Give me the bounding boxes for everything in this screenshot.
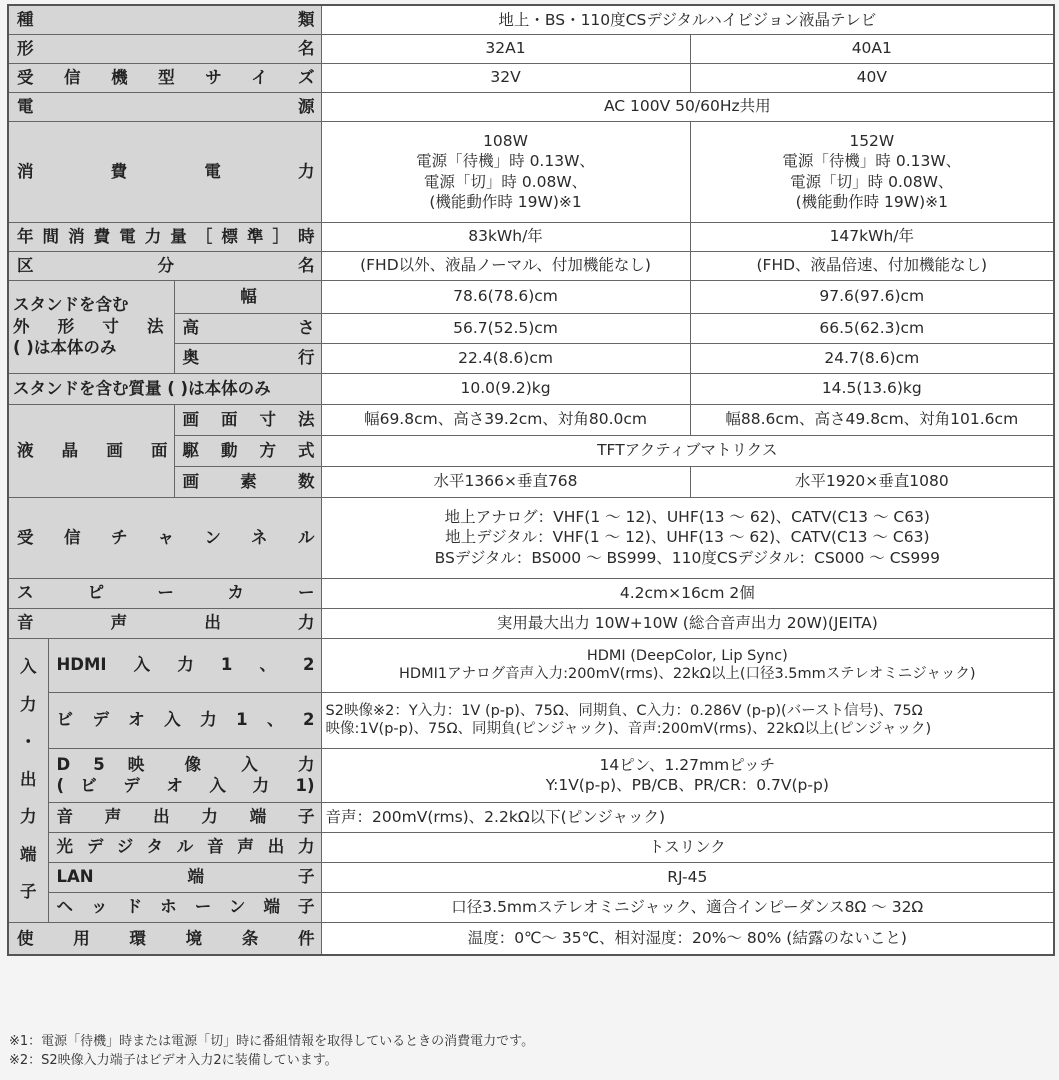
io-label-char: 力 — [20, 807, 37, 827]
row-io-d5 — [8, 748, 1054, 802]
mass-label: スタンドを含む質量 ( )は本体のみ — [8, 373, 321, 404]
row-io-video — [8, 692, 1054, 748]
mass-a: 10.0(9.2)kg — [321, 373, 690, 404]
row-category — [8, 251, 1054, 280]
row-annual — [8, 222, 1054, 251]
lcd-label: 液晶画面 — [8, 404, 174, 497]
lcd-drive-value: TFTアクティブマトリクス — [321, 435, 1054, 466]
dims-depth-a: 22.4(8.6)cm — [321, 343, 690, 373]
channels-line: 地上デジタル：VHF(1 ～ 12)、UHF(13 ～ 62)、CATV(C13 ～ C63) — [445, 528, 930, 547]
model-b: 40A1 — [690, 34, 1054, 63]
consumption-label: 消費電力 — [8, 121, 321, 222]
footnote: ※2：S2映像入力端子はビデオ入力2に装備しています。 — [9, 1053, 338, 1068]
speaker-label: スピーカー — [8, 578, 321, 608]
annual-a: 83kWh/年 — [321, 222, 690, 251]
dims-label-line: 外形寸法 — [13, 316, 164, 336]
row-io-hdmi — [8, 638, 1054, 692]
io-optical-label: 光デジタル音声出力 — [48, 832, 321, 862]
channels-value — [321, 497, 1054, 578]
io-headphone-value: 口径3.5mmステレオミニジャック、適合インピーダンス8Ω ～ 32Ω — [321, 892, 1054, 922]
power-label: 電源 — [8, 92, 321, 121]
consumption-b-line: 152W — [849, 132, 895, 151]
io-hdmi-line: HDMI1アナログ音声入力:200mV(rms)、22kΩ以上(口径3.5mmステレオミニジャック) — [399, 666, 976, 682]
io-d5-value — [321, 748, 1054, 802]
speaker-value: 4.2cm×16cm 2個 — [321, 578, 1054, 608]
io-video-line: 映像:1V(p-p)、75Ω、同期負(ピンジャック)、音声:200mV(rms)、22kΩ以上(ピンジャック) — [325, 721, 932, 737]
lcd-screen-label: 画面寸法 — [174, 404, 321, 435]
io-d5-label-line: ( ビ デ オ 入 力 1) — [56, 776, 315, 795]
lcd-pixels-label: 画素数 — [174, 466, 321, 497]
io-audio-terminal-value: 音声：200mV(rms)、2.2kΩ以下(ピンジャック) — [321, 802, 1054, 832]
lcd-pixels-a: 水平1366×垂直768 — [321, 466, 690, 497]
row-mass — [8, 373, 1054, 404]
environment-label: 使用環境条件 — [8, 922, 321, 955]
row-io-optical — [8, 832, 1054, 862]
row-speaker — [8, 578, 1054, 608]
dims-label-line: スタンドを含む — [13, 295, 129, 315]
io-d5-label — [48, 748, 321, 802]
io-label-char: 子 — [20, 882, 37, 902]
audio-out-value: 実用最大出力 10W+10W (総合音声出力 20W)(JEITA) — [321, 608, 1054, 638]
io-label-char: 入 — [20, 657, 37, 677]
lcd-screen-b: 幅88.6cm、高さ49.8cm、対角101.6cm — [690, 404, 1054, 435]
model-a: 32A1 — [321, 34, 690, 63]
annual-label: 年間消費電力量［標準］時 — [8, 222, 321, 251]
io-headphone-label: ヘッドホーン端子 — [48, 892, 321, 922]
footnote: ※1：電源「待機」時または電源「切」時に番組情報を取得しているときの消費電力です。 — [9, 1034, 535, 1049]
channels-line: BSデジタル：BS000 ～ BS999、110度CSデジタル：CS000 ～ CS999 — [434, 548, 940, 567]
lcd-pixels-b: 水平1920×垂直1080 — [690, 466, 1054, 497]
row-type — [8, 5, 1054, 34]
lcd-screen-a: 幅69.8cm、高さ39.2cm、対角80.0cm — [321, 404, 690, 435]
category-b: (FHD、液晶倍速、付加機能なし) — [690, 251, 1054, 280]
category-label: 区分名 — [8, 251, 321, 280]
row-power — [8, 92, 1054, 121]
dims-depth-b: 24.7(8.6)cm — [690, 343, 1054, 373]
dims-width-label: 幅 — [174, 280, 321, 313]
row-lcd-screen — [8, 404, 1054, 435]
io-video-value — [321, 692, 1054, 748]
footnotes — [9, 1032, 534, 1070]
io-d5-line: Y:1V(p-p)、PB/CB、PR/CR：0.7V(p-p) — [545, 776, 829, 794]
row-io-lan — [8, 862, 1054, 892]
io-optical-value: トスリンク — [321, 832, 1054, 862]
consumption-a-line: 電源「待機」時 0.13W、 — [416, 152, 595, 171]
io-lan-label: LAN端子 — [48, 862, 321, 892]
row-audio-out — [8, 608, 1054, 638]
size-a: 32V — [321, 63, 690, 92]
io-video-label: ビデオ入力1、2 — [48, 692, 321, 748]
io-lan-value: RJ-45 — [321, 862, 1054, 892]
mass-b: 14.5(13.6)kg — [690, 373, 1054, 404]
type-value: 地上・BS・110度CSデジタルハイビジョン液晶テレビ — [321, 5, 1054, 34]
row-size — [8, 63, 1054, 92]
dims-width-b: 97.6(97.6)cm — [690, 280, 1054, 313]
io-video-line: S2映像※2：Y入力：1V (p-p)、75Ω、同期負、C入力：0.286V (p-p)(バースト信号)、75Ω — [325, 702, 923, 719]
environment-value: 温度：0℃～ 35℃、相対湿度：20%～ 80% (結露のないこと) — [321, 922, 1054, 955]
size-label: 受信機型サイズ — [8, 63, 321, 92]
io-label-char: 力 — [20, 694, 37, 714]
channels-line: 地上アナログ：VHF(1 ～ 12)、UHF(13 ～ 62)、CATV(C13 ～ C63) — [444, 508, 930, 527]
audio-out-label: 音声出力 — [8, 608, 321, 638]
consumption-a — [321, 121, 690, 222]
annual-b: 147kWh/年 — [690, 222, 1054, 251]
lcd-drive-label: 駆動方式 — [174, 435, 321, 466]
io-d5-line: 14ピン、1.27mmピッチ — [599, 755, 776, 774]
dims-width-a: 78.6(78.6)cm — [321, 280, 690, 313]
spec-table — [7, 4, 1055, 956]
io-audio-terminal-label: 音声出力端子 — [48, 802, 321, 832]
dims-label-line: ( )は本体のみ — [13, 338, 117, 358]
consumption-a-line: (機能動作時 19W)※1 — [429, 192, 582, 211]
channels-label: 受信チャンネル — [8, 497, 321, 578]
row-dims-width — [8, 280, 1054, 313]
io-label-char: ・ — [20, 732, 37, 752]
dims-height-label: 高さ — [174, 313, 321, 343]
row-io-audio-terminal — [8, 802, 1054, 832]
io-d5-label-line: D 5 映 像 入 力 — [56, 754, 315, 774]
row-io-headphone — [8, 892, 1054, 922]
dims-depth-label: 奥行 — [174, 343, 321, 373]
io-hdmi-value — [321, 638, 1054, 692]
row-channels — [8, 497, 1054, 578]
model-label: 形名 — [8, 34, 321, 63]
consumption-a-line: 108W — [483, 132, 528, 151]
io-label-char: 出 — [20, 769, 37, 789]
consumption-b-line: 電源「待機」時 0.13W、 — [782, 152, 962, 171]
power-value: AC 100V 50/60Hz共用 — [321, 92, 1054, 121]
dims-height-a: 56.7(52.5)cm — [321, 313, 690, 343]
category-a: (FHD以外、液晶ノーマル、付加機能なし) — [321, 251, 690, 280]
io-label — [8, 638, 48, 922]
type-label: 種類 — [8, 5, 321, 34]
size-b: 40V — [690, 63, 1054, 92]
io-label-char: 端 — [20, 844, 37, 864]
io-hdmi-line: HDMI (DeepColor, Lip Sync) — [586, 647, 788, 664]
io-hdmi-label: HDMI入力1、2 — [48, 638, 321, 692]
row-model — [8, 34, 1054, 63]
consumption-b-line: (機能動作時 19W)※1 — [795, 192, 948, 211]
row-consumption — [8, 121, 1054, 222]
consumption-a-line: 電源「切」時 0.08W、 — [423, 172, 588, 191]
consumption-b-line: 電源「切」時 0.08W、 — [790, 172, 954, 191]
dims-label — [8, 280, 174, 373]
row-environment — [8, 922, 1054, 955]
dims-height-b: 66.5(62.3)cm — [690, 313, 1054, 343]
consumption-b — [690, 121, 1054, 222]
